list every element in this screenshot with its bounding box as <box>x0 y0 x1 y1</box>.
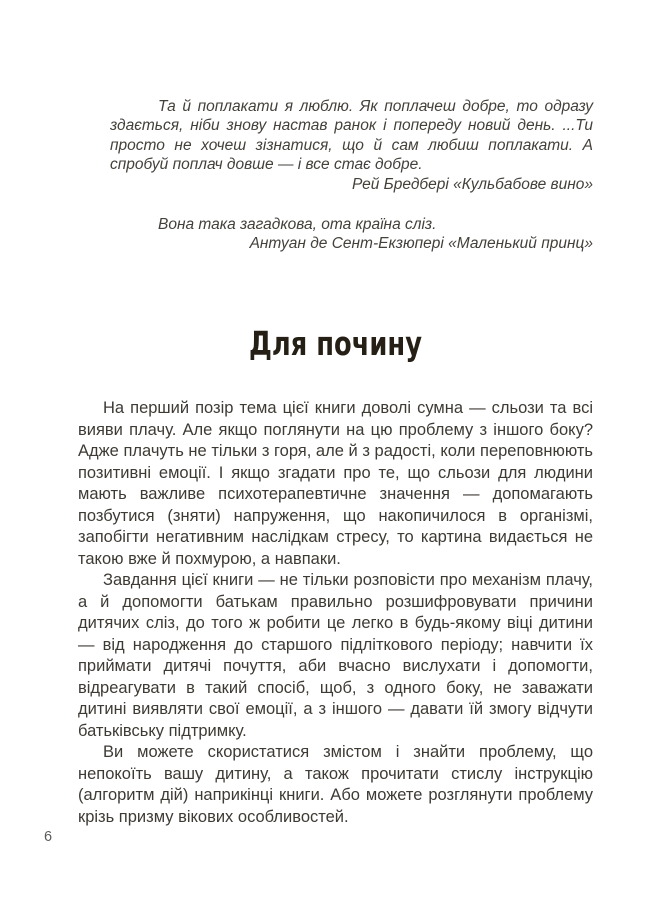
epigraph-block <box>110 97 593 254</box>
epigraph-quote: Вона така загадкова, ота країна сліз. <box>158 216 437 234</box>
page-number: 6 <box>44 829 53 845</box>
body-text <box>78 398 593 828</box>
epigraph-bradbury <box>110 97 593 194</box>
epigraph-attribution: Антуан де Сент-Екзюпері «Маленький принц» <box>249 235 593 253</box>
chapter-title: Для почину <box>248 324 423 363</box>
paragraph: Ви можете скористатися змістом і знайти проблему, що непокоїть вашу дитину, а також прочитати стислу інструкцію (алгоритм дій) наприкінці книги. Або можете розглянути проблему крізь призму вікових особливостей. <box>78 743 593 826</box>
paragraph: На перший позір тема цієї книги доволі сумна — сльози та всі вияви плачу. Але якщо поглянути на цю проблему з іншого боку? Адже плачуть не тільки з горя, але й з радості, коли переповнюють позитивні емоції. І якщо згадати про те, що сльози для людини мають важливе психотерапевтичне значення — допомагають позбутися (зняти) напруження, що накопичилося в організмі, запобігти негативним наслідкам стресу, то картина видається не такою вже й похмурою, а навпаки. <box>78 399 593 568</box>
epigraph-saint-exupery <box>110 215 593 254</box>
epigraph-quote: Та й поплакати я люблю. Як поплачеш добре, то одразу здається, ніби знову настав ранок і попереду новий день. ...Ти просто не хочеш зізнатися, що й сам любиш поплакати. А спробуй поплач довше — і все стає добре. <box>110 98 593 174</box>
paragraph: Завдання цієї книги — не тільки розповісти про механізм плачу, а й допомогти батькам правильно розшифровувати причини дитячих сліз, до того ж робити це легко в будь-якому віці дитини — від народження до старшого підліткового періоду; навчити їх приймати дитячі почуття, аби вчасно вислухати і допомогти, відреагувати в такий спосіб, щоб, з одного боку, не заважати дитині виявляти свої емоції, а з іншого — давати їй змогу відчути батьківську підтримку. <box>78 571 593 740</box>
epigraph-attribution: Рей Бредбері «Кульбабове вино» <box>351 175 593 193</box>
